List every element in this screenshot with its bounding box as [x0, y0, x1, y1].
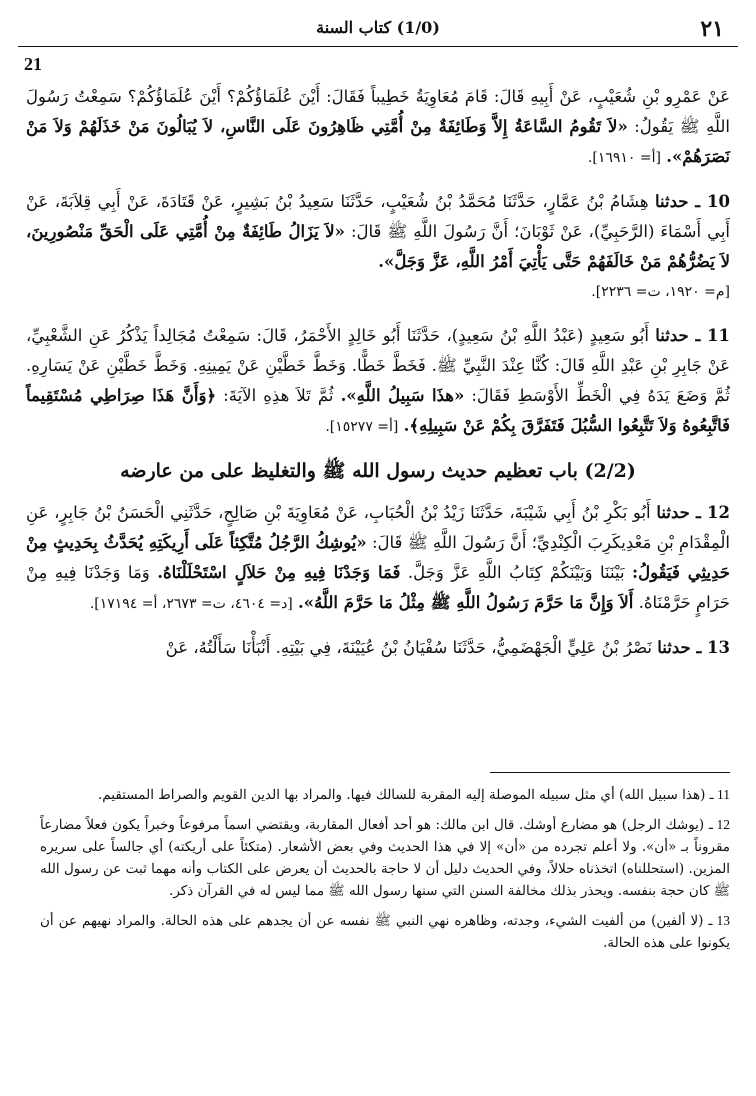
footnote-13: 13 ـ (لا ألفين) من ألفيت الشيء، وجدته، وظاهره نهي النبي ﷺ نفسه عن أن يجدهم على هذه الحالة. والمراد نهيهم عن أن يكونوا على هذه الحالة. — [40, 913, 730, 951]
running-title: (1/0) كتاب السنة — [316, 18, 440, 37]
page-number-arabic: ٢١ — [700, 16, 724, 42]
main-text — [26, 82, 730, 677]
hadith-11: 11 ـ حدثنا أَبُو سَعِيدٍ (عَبْدُ اللَّهِ بْنُ سَعِيدٍ)، حَدَّثَنَا أَبُو خَالِدٍ الأَحْمَرُ، قَالَ: سَمِعْتُ مُجَالِداً يَذْكُرُ عَنِ الشَّعْبِيِّ، عَنْ جَابِرِ بْنِ عَبْدِ اللَّهِ قَالَ: كُنَّا عِنْدَ النَّبِيِّ ﷺ. فَخَطَّ خَطًّا. وَخَطَّ خَطَّيْنِ عَنْ يَمِينِهِ. وَخَطَّ خَطَّيْنِ عَنْ يَسَارِهِ. ثُمَّ وَضَعَ يَدَهُ فِي الْخَطِّ الأَوْسَطِ فَقَالَ: «هذَا سَبِيلُ اللَّهِ». ثُمَّ تَلاَ هذِهِ الآيَةَ: ﴿وَأَنَّ هَذَا صِرَاطِي مُسْتَقِيماً فَاتَّبِعُوهُ وَلاَ تَتَّبِعُوا السُّبُلَ فَتَفَرَّقَ بِكُمْ عَنْ سَبِيلِهِ﴾. [أ= ١٥٢٧٧]. — [26, 326, 730, 435]
page-header — [18, 10, 738, 74]
footnote-12: 12 ـ (يوشك الرجل) هو مضارع أوشك. قال ابن مالك: هو أحد أفعال المقاربة، ويقتضي اسماً مرفوعاً وخبراً يكون فعلاً مضارعاً مقروناً بـ «أن». ولا أعلم تجرده من «أن» إلا في هذا الحديث وفي بعض الأشعار. (متكئاً على أريكته) أي جالساً على سريره المزين. (استحللناه) اتخذناه حلالاً، وفي الحديث دليل أن لا حاجة بالحديث أن يعرض على الكتاب وأنه مهما ثبت عن رسول الله ﷺ كان حجة بنفسه. ويحذر بذلك مخالفة السنن التي سنها رسول الله ﷺ مما ليس له في القرآن ذكر. — [40, 817, 730, 899]
hadith-13: 13 ـ حدثنا نَصْرُ بْنُ عَلِيٍّ الْجَهْضَمِيُّ، حَدَّثَنَا سُفْيَانُ بْنُ عُيَيْنَةَ، فِي بَيْتِهِ. أَنْبَأْنَا سَأَلْتُهُ، عَنْ — [165, 638, 730, 657]
footnotes — [40, 784, 730, 962]
footnote-rule — [490, 772, 730, 773]
chapter-heading: (2/2) باب تعظيم حديث رسول الله ﷺ والتغليظ على من عارضه — [120, 460, 636, 482]
footnote-11: 11 ـ (هذا سبيل الله) أي مثل سبيله الموصلة إليه المقربة للسالك فيها. والمراد بها الدين القويم والصراط المستقيم. — [98, 787, 730, 803]
header-rule — [18, 46, 738, 47]
page-number-latin: 21 — [24, 54, 42, 74]
hadith-continuation: عَنْ عَمْرِو بْنِ شُعَيْبٍ، عَنْ أَبِيهِ قَالَ: قَامَ مُعَاوِيَةُ خَطِيباً فَقَالَ: أَيْنَ عُلَمَاؤُكُمْ؟ أَيْنَ عُلَمَاؤُكُمْ؟ سَمِعْتُ رَسُولَ اللَّهِ ﷺ يَقُولُ: «لاَ تَقُومُ السَّاعَةُ إِلاَّ وَطَائِفَةٌ مِنْ أُمَّتِي ظَاهِرُونَ عَلَى النَّاسِ، لاَ يُبَالُونَ مَنْ خَذَلَهُمْ وَلاَ مَنْ نَصَرَهُمْ». [أ= ١٦٩١٠]. — [26, 87, 730, 166]
hadith-12: 12 ـ حدثنا أَبُو بَكْرِ بْنُ أَبِي شَيْبَةَ، حَدَّثَنَا زَيْدُ بْنُ الْحُبَابِ، عَنْ مُعَاوِيَةَ بْنِ صَالِحٍ، حَدَّثَنِي الْحَسَنُ بْنُ جَابِرٍ، عَنِ الْمِقْدَامِ بْنِ مَعْدِيكَرِبَ الْكِنْدِيِّ؛ أَنَّ رَسُولَ اللَّهِ ﷺ قَالَ: «يُوشِكُ الرَّجُلُ مُتَّكِئاً عَلَى أَرِيكَتِهِ يُحَدَّثُ بِحَدِيثٍ مِنْ حَدِيثِي فَيَقُولُ: بَيْنَنَا وَبَيْنَكُمْ كِتَابُ اللَّهِ عَزَّ وَجَلَّ. فَمَا وَجَدْنَا فِيهِ مِنْ حَلاَلٍ اسْتَحْلَلْنَاهُ. وَمَا وَجَدْنَا فِيهِ مِنْ حَرَامٍ حَرَّمْنَاهُ. أَلاَ وَإِنَّ مَا حَرَّمَ رَسُولُ اللَّهِ ﷺ مِثْلُ مَا حَرَّمَ اللَّهُ». [د= ٤٦٠٤، ت= ٢٦٧٣، أ= ١٧١٩٤]. — [26, 503, 730, 612]
hadith-10: 10 ـ حدثنا هِشَامُ بْنُ عَمَّارٍ، حَدَّثَنَا مُحَمَّدُ بْنُ شُعَيْبٍ، حَدَّثَنَا سَعِيدُ بْنُ بَشِيرٍ، عَنْ قَتَادَةَ، عَنْ أَبِي قِلاَبَةَ، عَنْ أَبِي أَسْمَاءَ (الرَّحَبِيِّ)، عَنْ ثَوْبَانَ؛ أَنَّ رَسُولَ اللَّهِ ﷺ قَالَ: «لاَ يَزَالُ طَائِفَةٌ مِنْ أُمَّتِي عَلَى الْحَقِّ مَنْصُورِينَ، لاَ يَضُرُّهُمْ مَنْ خَالَفَهُمْ حَتَّى يَأْتِيَ أَمْرُ اللَّهِ، عَزَّ وَجَلَّ». [م= ١٩٢٠، ت= ٢٢٣٦]. — [26, 192, 730, 300]
